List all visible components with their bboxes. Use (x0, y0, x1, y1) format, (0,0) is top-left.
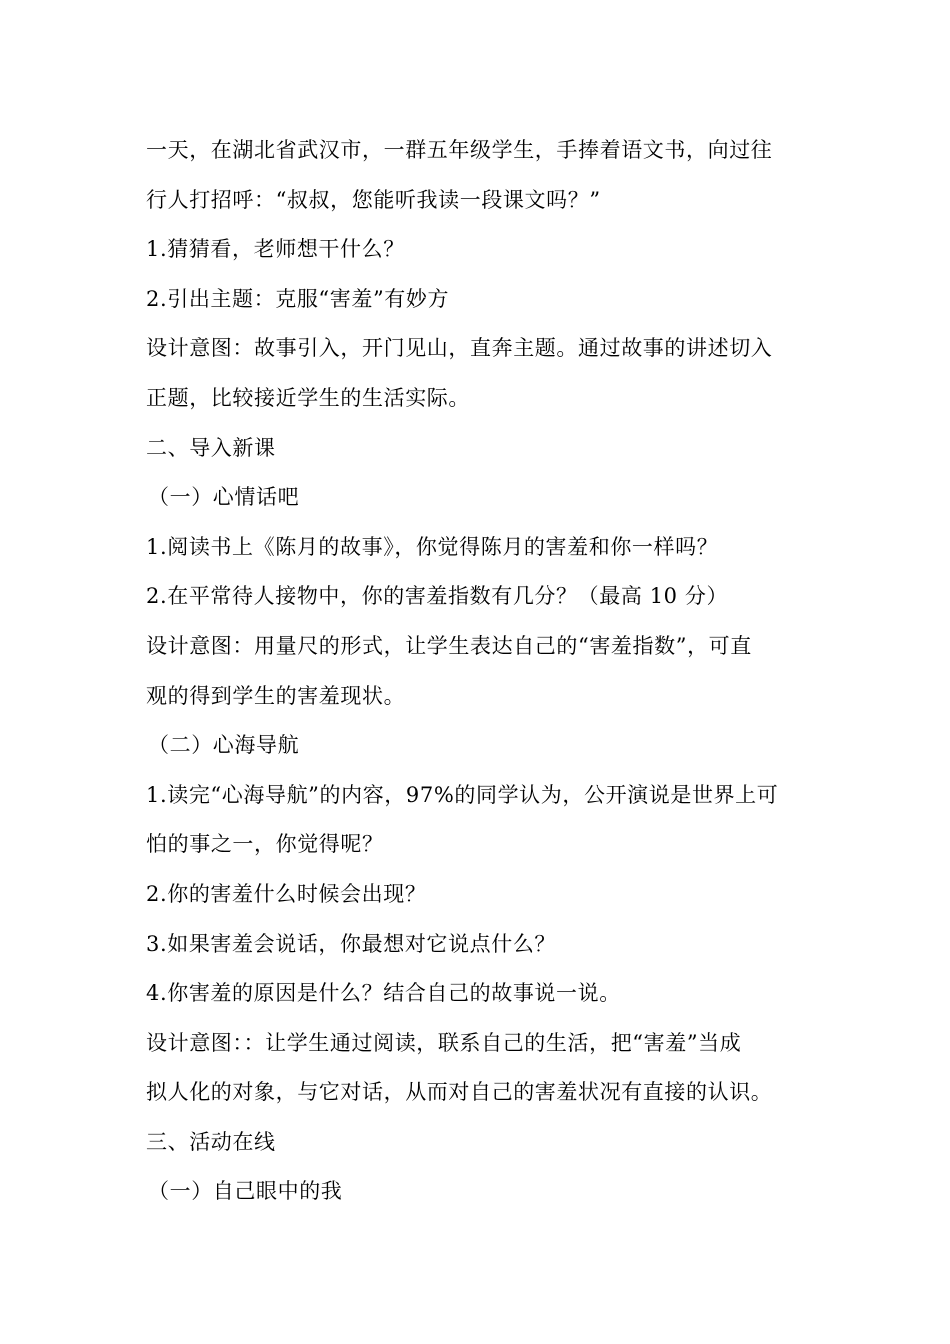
question-guess: 1.猜猜看，老师想干什么？ (146, 237, 405, 262)
navigation-item-4: 4.你害羞的原因是什么？结合自己的故事说一说。 (146, 981, 621, 1006)
section-heading-3: 三、活动在线 (146, 1129, 276, 1154)
navigation-item-3: 3.如果害羞会说话，你最想对它说点什么？ (146, 931, 557, 956)
section-heading-2: 二、导入新课 (146, 435, 276, 460)
navigation-item-2: 2.你的害羞什么时候会出现？ (146, 881, 427, 906)
design-intent-3-line-2: 拟人化的对象，与它对话，从而对自己的害羞状况有直接的认识。 (146, 1080, 773, 1105)
story-line-2: 行人打招呼：“叔叔，您能听我读一段课文吗？” (146, 187, 601, 212)
navigation-item-1-line-1: 1.读完“心海导航”的内容，97%的同学认为，公开演说是世界上可 (146, 782, 779, 807)
document-body (146, 126, 806, 1217)
design-intent-1-line-2: 正题，比较接近学生的生活实际。 (146, 385, 470, 410)
design-intent-2-line-1: 设计意图：用量尺的形式，让学生表达自己的“害羞指数”，可直 (146, 633, 752, 658)
mood-item-1: 1.阅读书上《陈月的故事》，你觉得陈月的害羞和你一样吗？ (146, 534, 719, 559)
topic-intro: 2.引出主题：克服“害羞”有妙方 (146, 286, 450, 311)
navigation-item-1-line-2: 怕的事之一，你觉得呢？ (146, 832, 384, 857)
design-intent-1-line-1: 设计意图：故事引入，开门见山，直奔主题。通过故事的讲述切入 (146, 336, 773, 361)
mood-item-2: 2.在平常待人接物中，你的害羞指数有几分？（最高 10 分） (146, 584, 729, 609)
design-intent-2-line-2: 观的得到学生的害羞现状。 (146, 683, 406, 708)
subsection-heading-self-view: （一）自己眼中的我 (148, 1179, 343, 1204)
subsection-heading-navigation: （二）心海导航 (148, 733, 300, 758)
subsection-heading-mood: （一）心情话吧 (148, 485, 300, 510)
design-intent-3-line-1: 设计意图：：让学生通过阅读，联系自己的生活，把“害羞”当成 (146, 1030, 742, 1055)
story-line-1: 一天，在湖北省武汉市，一群五年级学生，手捧着语文书，向过往 (146, 138, 773, 162)
